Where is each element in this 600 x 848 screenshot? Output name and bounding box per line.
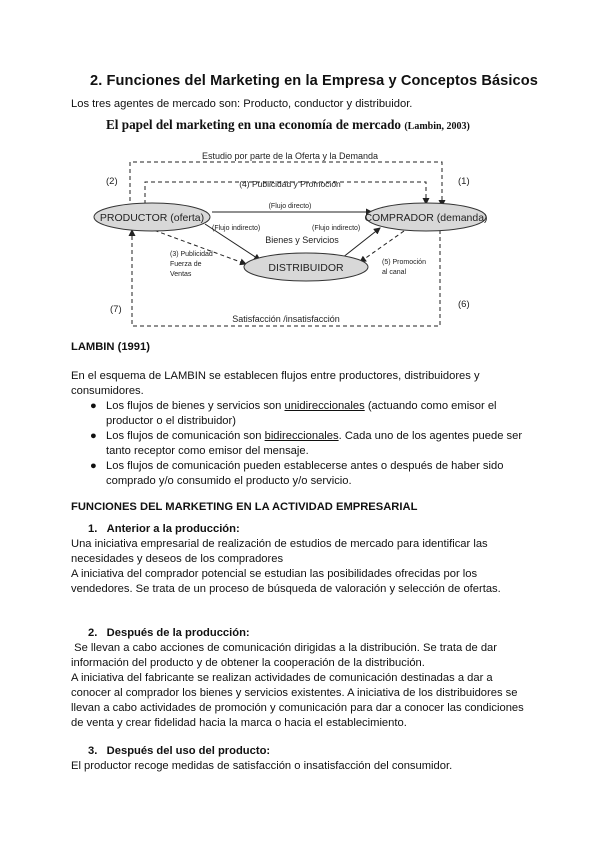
flujo-directo-label: (Flujo directo) [268,203,312,210]
flujo-indirecto-right-label: (Flujo indirecto) [312,225,361,232]
productor-label: PRODUCTOR (oferta) [99,212,205,224]
section-2-number: 2. [88,627,98,639]
figure-source: (Lambin, 2003) [404,121,470,132]
bullet-item [86,429,526,459]
section-1-heading [88,522,240,537]
bullet-item [86,459,526,489]
page-heading: 2. Funciones del Marketing en la Empresa y Conceptos Básicos [90,73,539,89]
estudio-label: Estudio por parte de la Oferta y la Demanda [201,151,379,161]
bullet-underlined: unidireccionales [284,400,365,412]
fuerza-ventas-arrow [148,228,246,264]
bullet-text-tail: . Cada uno de los agentes puede ser tanto receptor como emisor del mensaje. [106,430,523,457]
bullet-text: Los flujos de bienes y servicios son [106,400,285,412]
bullet-item [86,399,526,429]
bullet-text-tail: (actuando como emisor el productor o el distribuidor) [106,400,497,427]
bullet-dot-icon: ● [90,400,97,412]
bullet-underlined: bidireccionales [264,430,339,442]
section-3-paragraph-1: El productor recoge medidas de satisfacción o insatisfacción del consumidor. [71,760,453,772]
figure-title-text: El papel del marketing en una economía de mercado [106,117,402,132]
promocion-label-1: (5) Promoción [382,259,426,266]
section-2-title: Después de la producción: [106,627,250,639]
section-2-paragraph-2: A iniciativa del fabricante se realizan actividades de comunicación destinadas a dar a conocer al comprador los bienes y servicios existentes. A iniciativa de los distribuidores se llevan a cabo actividades de promoción y comunicación para dar a conocer las condiciones de venta y crear fidelidad hacia la marca o hacia el establecimiento. [71,672,524,729]
flujo-indirecto-left-label: (Flujo indirecto) [212,225,261,232]
satisfaccion-label: Satisfacción /insatisfacción [232,314,340,324]
section-2-paragraph-1: Se llevan a cabo acciones de comunicación dirigidas a la distribución. Se trata de dar información del producto y de obtener la cooperación de la distribución. [71,642,501,669]
bullet-text: Los flujos de comunicación pueden establecerse antes o después de haber sido comprado y/o consumido el producto y/o servicio. [106,460,504,487]
distribuidor-comprador-arrow [342,228,380,258]
figure-title [106,117,470,133]
bullet-text: Los flujos de comunicación son [106,430,265,442]
section-2-heading [88,626,250,641]
promocion-canal-arrow [360,231,404,262]
marketing-flow-diagram [90,144,490,334]
number-2-label: (2) [106,176,118,187]
section-1-title: Anterior a la producción: [106,523,240,535]
fuerza-label-3: Ventas [170,271,192,278]
bullet-list [86,399,526,489]
distribuidor-label: DISTRIBUIDOR [268,262,344,274]
section-3-heading [88,744,270,759]
section-1-paragraph-2: A iniciativa del comprador potencial se estudian las posibilidades ofrecidas por los vendedores. Se trata de un proceso de búsqueda de valoración y selección de ofertas. [71,568,501,595]
section-3-title: Después del uso del producto: [106,745,271,757]
fuerza-label-2: Fuerza de [170,261,202,268]
bullet-dot-icon: ● [90,460,97,472]
section-1-paragraph-1: Una iniciativa empresarial de realización de estudios de mercado para identificar las necesidades y deseos de los compradores [71,538,488,565]
publicidad-label: (4) Publicidad y Promoción [239,179,341,189]
lambin-text: En el esquema de LAMBIN se establecen flujos entre productores, distribuidores y consumidores. [71,370,480,397]
bienes-label: Bienes y Servicios [265,235,339,245]
section-1-number: 1. [88,523,98,535]
bullet-dot-icon: ● [90,430,97,442]
fuerza-label-1: (3) Publicidad [170,251,213,258]
lambin-heading: LAMBIN (1991) [71,341,150,353]
intro-text: Los tres agentes de mercado son: Producto, conductor y distribuidor. [71,98,413,110]
comprador-label: COMPRADOR (demanda) [364,212,488,224]
section-3-number: 3. [88,745,98,757]
funciones-heading: FUNCIONES DEL MARKETING EN LA ACTIVIDAD EMPRESARIAL [71,501,418,513]
number-1-label: (1) [458,176,470,187]
number-7-label: (7) [110,304,122,315]
number-6-label: (6) [458,299,470,310]
promocion-label-2: al canal [382,269,407,276]
